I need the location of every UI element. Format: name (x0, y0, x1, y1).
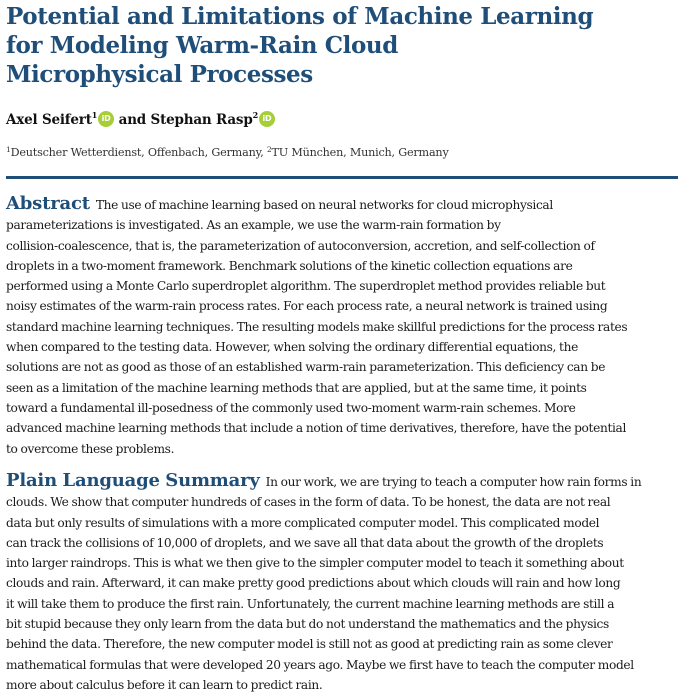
affiliation-text: Deutscher Wetterdienst, Offenbach, Germany, (10, 146, 267, 159)
abstract-line: noisy estimates of the warm-rain process rates. For each process rate, a neural network is trained using (6, 299, 608, 314)
title-line: Potential and Limitations of Machine Learning (6, 3, 594, 30)
affiliation-text: TU München, Munich, Germany (271, 146, 449, 159)
paper-title (6, 2, 646, 89)
abstract-first-line (6, 194, 682, 215)
orcid-icon[interactable]: iD (98, 111, 114, 127)
summary-line: data but only results of simulations with a more complicated computer model. This complicated model (6, 515, 600, 530)
summary-line: behind the data. Therefore, the new computer model is still not as good at predicting rain as some clever (6, 637, 613, 652)
abstract-section (6, 194, 682, 459)
section-divider (6, 176, 678, 179)
abstract-line: to overcome these problems. (6, 441, 175, 456)
abstract-line: The use of machine learning based on neural networks for cloud microphysical (95, 198, 553, 212)
affiliation-marker: 1 (91, 110, 98, 120)
author-name: Stephan Rasp (150, 112, 253, 128)
summary-line: more about calculus before it can learn to predict rain. (6, 677, 323, 692)
summary-line: into larger raindrops. This is what we then give to the simpler computer model to teach it something about (6, 556, 624, 571)
abstract-line: standard machine learning techniques. The resulting models make skillful predictions for the process rates (6, 319, 628, 334)
author-name: Axel Seifert (6, 112, 92, 128)
summary-line: can track the collisions of 10,000 of droplets, and we save all that data about the growth of the droplets (6, 535, 604, 550)
abstract-line: parameterizations is investigated. As an example, we use the warm-rain formation by (6, 218, 501, 233)
title-line: for Modeling Warm-Rain Cloud (6, 32, 398, 59)
title-line: Microphysical Processes (6, 61, 313, 88)
abstract-line: solutions are not as good as those of an established warm-rain parameterization. This deficiency can be (6, 360, 606, 375)
summary-line: clouds. We show that computer hundreds of cases in the form of data. To be honest, the data are not real (6, 495, 611, 510)
abstract-line: advanced machine learning methods that include a notion of time derivatives, therefore, have the potential (6, 421, 627, 436)
author-list (6, 110, 275, 128)
affiliation-marker: 2 (266, 145, 272, 154)
author-conjunction: and (118, 112, 147, 128)
abstract-line: toward a fundamental ill-posedness of the commonly used two-moment warm-rain schemes. More (6, 400, 576, 415)
abstract-line: droplets in a two-moment framework. Benchmark solutions of the kinetic collection equations are (6, 258, 573, 273)
abstract-line: collision-coalescence, that is, the parameterization of autoconversion, accretion, and self-collection of (6, 238, 595, 253)
orcid-icon[interactable]: iD (259, 111, 275, 127)
summary-line: it will take them to produce the first rain. Unfortunately, the current machine learning methods are still a (6, 596, 615, 611)
summary-line: In our work, we are trying to teach a computer how rain forms in (265, 475, 642, 489)
abstract-line: performed using a Monte Carlo superdroplet algorithm. The superdroplet method provides reliable but (6, 279, 606, 294)
abstract-heading: Abstract (6, 193, 90, 214)
affiliation-marker: 1 (6, 145, 11, 154)
affiliations (6, 145, 449, 159)
summary-line: clouds and rain. Afterward, it can make pretty good predictions about which clouds will rain and how long (6, 576, 621, 591)
summary-heading: Plain Language Summary (6, 470, 260, 491)
plain-language-summary-section (6, 471, 682, 695)
affiliation-marker: 2 (252, 110, 258, 120)
summary-first-line (6, 471, 682, 492)
summary-line: bit stupid because they only learn from the data but do not understand the mathematics and the physics (6, 617, 609, 632)
abstract-line: seen as a limitation of the machine learning methods that are applied, but at the same time, it points (6, 380, 587, 395)
summary-line: mathematical formulas that were developed 20 years ago. Maybe we first have to teach the computer model (6, 657, 634, 672)
abstract-line: when compared to the testing data. However, when solving the ordinary differential equations, the (6, 340, 578, 355)
